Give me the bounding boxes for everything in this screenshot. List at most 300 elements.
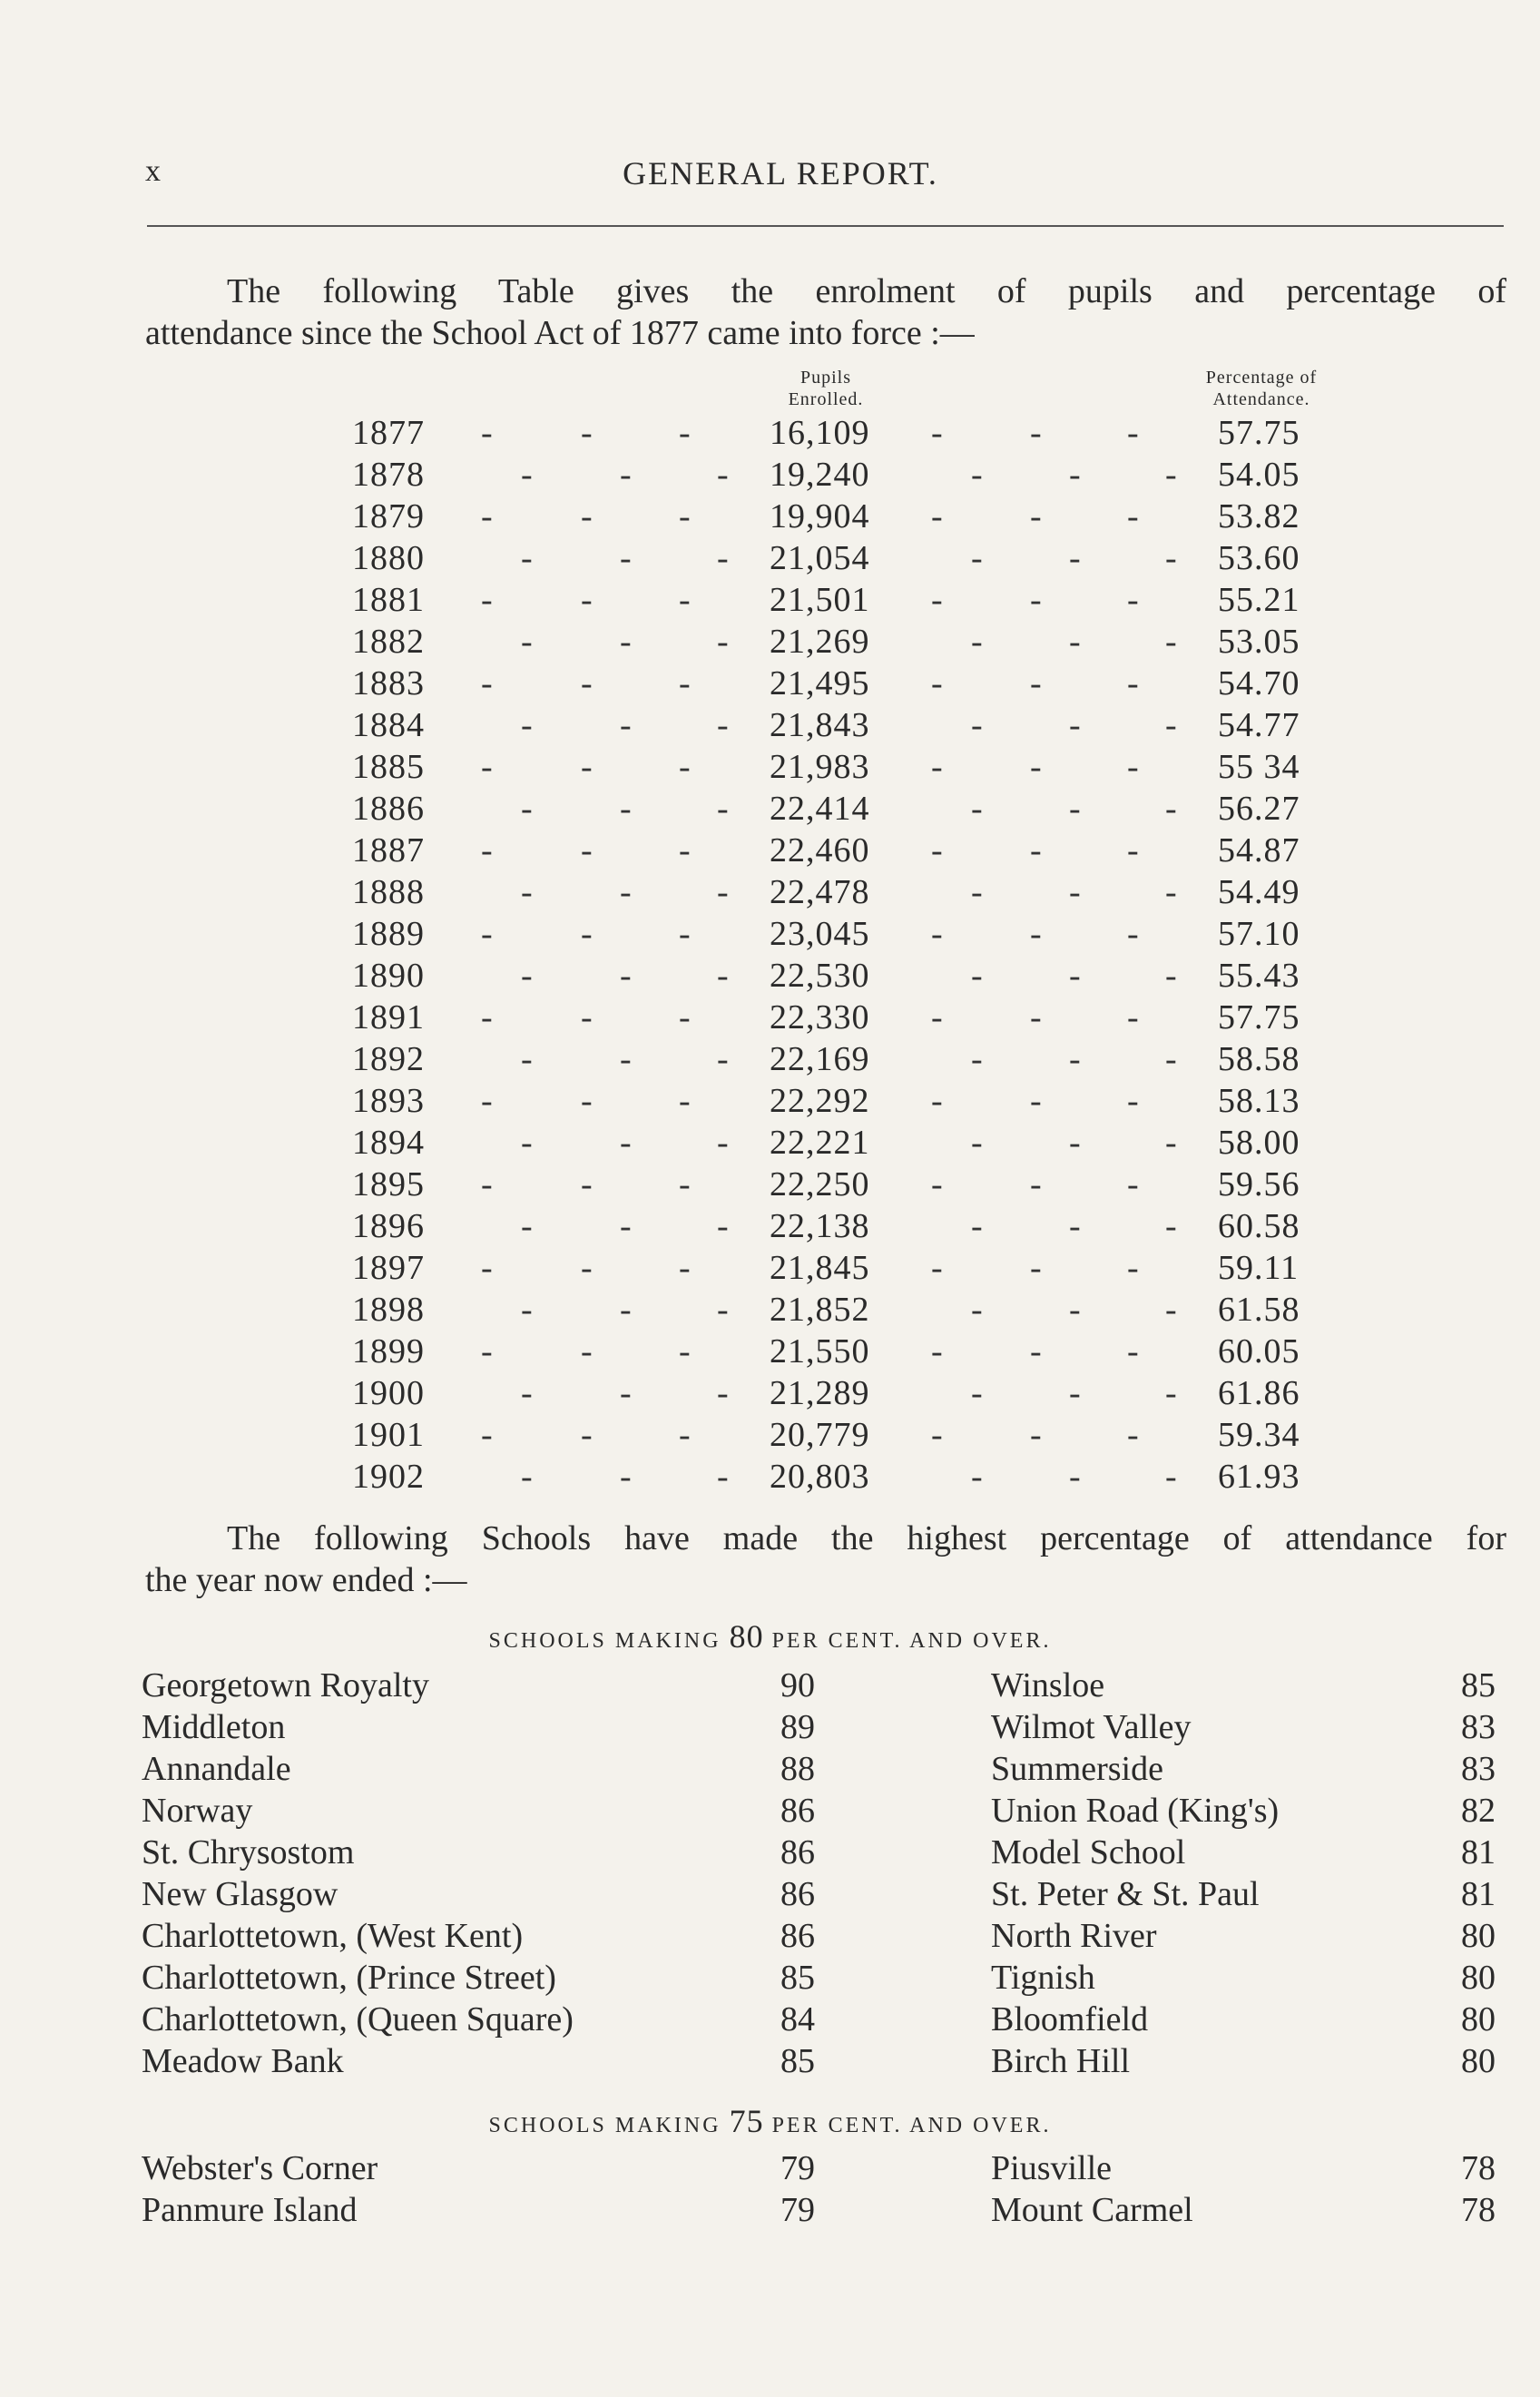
leader-dash: - (679, 414, 691, 452)
leader-dash: - (971, 1124, 983, 1162)
leader-dash: - (481, 831, 493, 869)
school-name: Charlottetown, (Queen Square) (142, 2000, 574, 2038)
leader-dash: - (931, 1416, 943, 1454)
leader-dash: - (521, 1207, 533, 1245)
intro-paragraph (145, 270, 1506, 354)
table-row (0, 871, 1540, 913)
school-name: Webster's Corner (142, 2149, 378, 2187)
percentage-cell: 58.58 (1218, 1040, 1300, 1078)
year-cell: 1879 (352, 497, 425, 535)
leader-dash: - (1069, 790, 1081, 828)
school-row (0, 1915, 1540, 1957)
school-percentage: 86 (780, 1833, 815, 1871)
leader-dash: - (931, 1082, 943, 1120)
leader-dash: - (581, 915, 593, 953)
school-name: St. Peter & St. Paul (991, 1875, 1260, 1913)
leader-dash: - (581, 1082, 593, 1120)
school-name: Winsloe (991, 1666, 1105, 1704)
year-cell: 1889 (352, 915, 425, 953)
leader-dash: - (679, 1249, 691, 1287)
leader-dash: - (481, 1249, 493, 1287)
school-name: Union Road (King's) (991, 1792, 1280, 1830)
leader-dash: - (971, 1040, 983, 1078)
column-header-percentage (1143, 367, 1379, 410)
table-row (0, 496, 1540, 537)
school-row (0, 2147, 1540, 2189)
school-name: Birch Hill (991, 2042, 1131, 2080)
percentage-cell: 61.93 (1218, 1458, 1300, 1496)
leader-dash: - (971, 873, 983, 911)
year-cell: 1897 (352, 1249, 425, 1287)
school-percentage: 90 (780, 1666, 815, 1704)
percentage-cell: 61.86 (1218, 1374, 1300, 1412)
leader-dash: - (1165, 790, 1177, 828)
percentage-cell: 59.56 (1218, 1165, 1300, 1203)
percentage-cell: 54.05 (1218, 456, 1300, 494)
enrolled-cell: 22,460 (770, 831, 870, 869)
percentage-cell: 53.05 (1218, 623, 1300, 661)
leader-dash: - (717, 1040, 729, 1078)
section-title-post: PER CENT. AND OVER. (771, 2114, 1052, 2137)
enrolled-cell: 22,250 (770, 1165, 870, 1203)
school-percentage: 80 (1461, 2042, 1496, 2080)
school-name: Norway (142, 1792, 253, 1830)
percentage-cell: 58.00 (1218, 1124, 1300, 1162)
leader-dash: - (1165, 539, 1177, 577)
leader-dash: - (521, 1458, 533, 1496)
year-cell: 1893 (352, 1082, 425, 1120)
school-percentage: 89 (780, 1708, 815, 1746)
leader-dash: - (931, 748, 943, 786)
leader-dash: - (620, 706, 632, 744)
percentage-cell: 60.05 (1218, 1332, 1300, 1370)
leader-dash: - (1127, 497, 1139, 535)
enrolled-cell: 22,478 (770, 873, 870, 911)
enrolled-cell: 21,845 (770, 1249, 870, 1287)
enrolled-cell: 22,221 (770, 1124, 870, 1162)
percentage-cell: 61.58 (1218, 1291, 1300, 1329)
leader-dash: - (1127, 915, 1139, 953)
percentage-cell: 57.75 (1218, 414, 1300, 452)
leader-dash: - (521, 1291, 533, 1329)
school-row (0, 1748, 1540, 1790)
percentage-cell: 54.70 (1218, 664, 1300, 702)
leader-dash: - (1127, 1082, 1139, 1120)
leader-dash: - (1165, 1124, 1177, 1162)
leader-dash: - (481, 1165, 493, 1203)
leader-dash: - (1127, 664, 1139, 702)
school-percentage: 86 (780, 1792, 815, 1830)
school-name: Panmure Island (142, 2191, 358, 2229)
leader-dash: - (1069, 957, 1081, 995)
leader-dash: - (1127, 748, 1139, 786)
leader-dash: - (717, 539, 729, 577)
table-row (0, 1414, 1540, 1456)
leader-dash: - (1127, 414, 1139, 452)
table-row (0, 955, 1540, 997)
percentage-cell: 59.34 (1218, 1416, 1300, 1454)
leader-dash: - (581, 1332, 593, 1370)
leader-dash: - (1069, 1458, 1081, 1496)
school-row (0, 1873, 1540, 1915)
section-title-number: 75 (729, 2103, 764, 2139)
leader-dash: - (581, 581, 593, 619)
school-percentage: 84 (780, 2000, 815, 2038)
leader-dash: - (620, 1124, 632, 1162)
attendance-table (0, 412, 1540, 1498)
school-name: Piusville (991, 2149, 1113, 2187)
leader-dash: - (971, 623, 983, 661)
percentage-cell: 57.10 (1218, 915, 1300, 953)
table-row (0, 830, 1540, 871)
year-cell: 1900 (352, 1374, 425, 1412)
leader-dash: - (1069, 1124, 1081, 1162)
leader-dash: - (481, 1416, 493, 1454)
leader-dash: - (971, 706, 983, 744)
leader-dash: - (1069, 1040, 1081, 1078)
year-cell: 1886 (352, 790, 425, 828)
school-name: North River (991, 1917, 1157, 1955)
school-percentage: 79 (780, 2191, 815, 2229)
leader-dash: - (1165, 1207, 1177, 1245)
school-percentage: 78 (1461, 2191, 1496, 2229)
section-title-pre: SCHOOLS MAKING (488, 2114, 721, 2137)
school-percentage: 83 (1461, 1750, 1496, 1788)
enrolled-cell: 22,138 (770, 1207, 870, 1245)
year-cell: 1891 (352, 998, 425, 1036)
leader-dash: - (1165, 873, 1177, 911)
leader-dash: - (581, 831, 593, 869)
section-title-number: 80 (729, 1618, 764, 1655)
year-cell: 1895 (352, 1165, 425, 1203)
leader-dash: - (481, 664, 493, 702)
enrolled-cell: 21,550 (770, 1332, 870, 1370)
year-cell: 1887 (352, 831, 425, 869)
school-percentage: 79 (780, 2149, 815, 2187)
school-percentage: 81 (1461, 1833, 1496, 1871)
year-cell: 1880 (352, 539, 425, 577)
schools-line-2: the year now ended :— (145, 1561, 467, 1599)
leader-dash: - (521, 456, 533, 494)
leader-dash: - (971, 539, 983, 577)
year-cell: 1888 (352, 873, 425, 911)
year-cell: 1892 (352, 1040, 425, 1078)
leader-dash: - (620, 1207, 632, 1245)
enrolled-cell: 19,240 (770, 456, 870, 494)
leader-dash: - (581, 1165, 593, 1203)
percentage-cell: 54.87 (1218, 831, 1300, 869)
leader-dash: - (1069, 873, 1081, 911)
percentage-cell: 57.75 (1218, 998, 1300, 1036)
leader-dash: - (931, 497, 943, 535)
leader-dash: - (581, 998, 593, 1036)
enrolled-cell: 22,530 (770, 957, 870, 995)
leader-dash: - (679, 998, 691, 1036)
leader-dash: - (620, 539, 632, 577)
leader-dash: - (620, 1458, 632, 1496)
enrolled-cell: 21,289 (770, 1374, 870, 1412)
leader-dash: - (1030, 1332, 1042, 1370)
intro-line-1: The following Table gives the enrolment of pupils and percentage of (227, 272, 1506, 310)
enrolled-cell: 20,779 (770, 1416, 870, 1454)
header-percentage-line-2: Attendance. (1212, 389, 1310, 409)
enrolled-cell: 21,843 (770, 706, 870, 744)
leader-dash: - (521, 1040, 533, 1078)
leader-dash: - (971, 1458, 983, 1496)
school-row (0, 1999, 1540, 2040)
enrolled-cell: 19,904 (770, 497, 870, 535)
leader-dash: - (620, 1291, 632, 1329)
school-row (0, 2189, 1540, 2231)
year-cell: 1890 (352, 957, 425, 995)
enrolled-cell: 16,109 (770, 414, 870, 452)
leader-dash: - (1030, 748, 1042, 786)
leader-dash: - (971, 790, 983, 828)
school-name: Model School (991, 1833, 1186, 1871)
leader-dash: - (521, 1374, 533, 1412)
page-number: x (145, 154, 162, 188)
table-row (0, 997, 1540, 1038)
leader-dash: - (1165, 1374, 1177, 1412)
leader-dash: - (717, 1458, 729, 1496)
school-row (0, 1957, 1540, 1999)
year-cell: 1885 (352, 748, 425, 786)
table-row (0, 621, 1540, 663)
leader-dash: - (1030, 581, 1042, 619)
leader-dash: - (717, 456, 729, 494)
leader-dash: - (1165, 706, 1177, 744)
school-percentage: 85 (780, 2042, 815, 2080)
column-header-enrolled (744, 367, 907, 410)
page-header (145, 154, 1506, 200)
table-row (0, 1289, 1540, 1331)
table-row (0, 537, 1540, 579)
school-percentage: 86 (780, 1875, 815, 1913)
leader-dash: - (679, 1082, 691, 1120)
leader-dash: - (481, 1082, 493, 1120)
school-percentage: 80 (1461, 1917, 1496, 1955)
leader-dash: - (620, 1374, 632, 1412)
leader-dash: - (581, 1416, 593, 1454)
school-percentage: 85 (780, 1959, 815, 1997)
table-row (0, 412, 1540, 454)
school-name: New Glasgow (142, 1875, 338, 1913)
year-cell: 1883 (352, 664, 425, 702)
school-row (0, 1832, 1540, 1873)
leader-dash: - (581, 748, 593, 786)
intro-line-2: attendance since the School Act of 1877 came into force :— (145, 314, 975, 352)
year-cell: 1899 (352, 1332, 425, 1370)
leader-dash: - (1127, 831, 1139, 869)
school-name: Annandale (142, 1750, 291, 1788)
leader-dash: - (521, 539, 533, 577)
percentage-cell: 60.58 (1218, 1207, 1300, 1245)
leader-dash: - (521, 873, 533, 911)
leader-dash: - (620, 456, 632, 494)
leader-dash: - (679, 581, 691, 619)
school-percentage: 81 (1461, 1875, 1496, 1913)
percentage-cell: 54.77 (1218, 706, 1300, 744)
school-percentage: 88 (780, 1750, 815, 1788)
leader-dash: - (1165, 1458, 1177, 1496)
leader-dash: - (1030, 664, 1042, 702)
schools-80-table (0, 1665, 1540, 2082)
leader-dash: - (620, 873, 632, 911)
leader-dash: - (481, 497, 493, 535)
school-name: Tignish (991, 1959, 1095, 1997)
leader-dash: - (679, 664, 691, 702)
percentage-cell: 56.27 (1218, 790, 1300, 828)
table-row (0, 1205, 1540, 1247)
header-enrolled-line-1: Pupils (799, 368, 852, 388)
year-cell: 1902 (352, 1458, 425, 1496)
leader-dash: - (1030, 414, 1042, 452)
percentage-cell: 55.21 (1218, 581, 1300, 619)
leader-dash: - (1069, 539, 1081, 577)
enrolled-cell: 22,330 (770, 998, 870, 1036)
section-title-post: PER CENT. AND OVER. (771, 1629, 1052, 1653)
table-row (0, 746, 1540, 788)
leader-dash: - (931, 1332, 943, 1370)
leader-dash: - (679, 1165, 691, 1203)
leader-dash: - (620, 623, 632, 661)
leader-dash: - (931, 915, 943, 953)
enrolled-cell: 21,495 (770, 664, 870, 702)
leader-dash: - (679, 748, 691, 786)
leader-dash: - (1165, 456, 1177, 494)
leader-dash: - (521, 957, 533, 995)
leader-dash: - (1030, 1416, 1042, 1454)
leader-dash: - (931, 1165, 943, 1203)
school-row (0, 1665, 1540, 1706)
header-enrolled-line-2: Enrolled. (788, 389, 864, 409)
enrolled-cell: 21,501 (770, 581, 870, 619)
table-row (0, 913, 1540, 955)
table-row (0, 704, 1540, 746)
school-name: Wilmot Valley (991, 1708, 1192, 1746)
leader-dash: - (679, 1332, 691, 1370)
section-title-75 (0, 2102, 1540, 2140)
year-cell: 1884 (352, 706, 425, 744)
leader-dash: - (521, 623, 533, 661)
table-row (0, 579, 1540, 621)
leader-dash: - (620, 1040, 632, 1078)
leader-dash: - (717, 790, 729, 828)
leader-dash: - (679, 1416, 691, 1454)
leader-dash: - (931, 831, 943, 869)
table-row (0, 1372, 1540, 1414)
table-row (0, 1331, 1540, 1372)
leader-dash: - (679, 497, 691, 535)
leader-dash: - (717, 623, 729, 661)
table-row (0, 1080, 1540, 1122)
year-cell: 1901 (352, 1416, 425, 1454)
year-cell: 1882 (352, 623, 425, 661)
table-row (0, 1164, 1540, 1205)
leader-dash: - (971, 1291, 983, 1329)
leader-dash: - (931, 414, 943, 452)
leader-dash: - (1127, 1332, 1139, 1370)
table-row (0, 663, 1540, 704)
school-percentage: 82 (1461, 1792, 1496, 1830)
header-rule (147, 225, 1504, 227)
enrolled-cell: 22,292 (770, 1082, 870, 1120)
leader-dash: - (481, 915, 493, 953)
leader-dash: - (717, 1124, 729, 1162)
leader-dash: - (1030, 1082, 1042, 1120)
leader-dash: - (1165, 957, 1177, 995)
enrolled-cell: 20,803 (770, 1458, 870, 1496)
header-percentage-line-1: Percentage of (1205, 368, 1318, 388)
leader-dash: - (717, 1374, 729, 1412)
leader-dash: - (1069, 1291, 1081, 1329)
leader-dash: - (481, 998, 493, 1036)
percentage-cell: 53.82 (1218, 497, 1300, 535)
leader-dash: - (717, 873, 729, 911)
percentage-cell: 53.60 (1218, 539, 1300, 577)
leader-dash: - (717, 957, 729, 995)
section-title-pre: SCHOOLS MAKING (488, 1629, 721, 1653)
leader-dash: - (581, 414, 593, 452)
table-row (0, 1456, 1540, 1498)
school-name: Middleton (142, 1708, 286, 1746)
leader-dash: - (481, 1332, 493, 1370)
leader-dash: - (481, 414, 493, 452)
leader-dash: - (971, 456, 983, 494)
school-name: Summerside (991, 1750, 1163, 1788)
leader-dash: - (581, 664, 593, 702)
leader-dash: - (1127, 1416, 1139, 1454)
leader-dash: - (679, 915, 691, 953)
table-row (0, 1122, 1540, 1164)
leader-dash: - (1069, 1207, 1081, 1245)
leader-dash: - (481, 748, 493, 786)
leader-dash: - (1030, 831, 1042, 869)
year-cell: 1898 (352, 1291, 425, 1329)
leader-dash: - (1127, 581, 1139, 619)
leader-dash: - (1069, 456, 1081, 494)
school-percentage: 83 (1461, 1708, 1496, 1746)
leader-dash: - (1069, 1374, 1081, 1412)
school-name: Mount Carmel (991, 2191, 1193, 2229)
school-name: Georgetown Royalty (142, 1666, 429, 1704)
leader-dash: - (1030, 1249, 1042, 1287)
leader-dash: - (679, 831, 691, 869)
year-cell: 1877 (352, 414, 425, 452)
percentage-cell: 55.43 (1218, 957, 1300, 995)
leader-dash: - (521, 706, 533, 744)
leader-dash: - (971, 1207, 983, 1245)
school-name: Charlottetown, (West Kent) (142, 1917, 524, 1955)
leader-dash: - (1165, 1040, 1177, 1078)
leader-dash: - (1127, 1249, 1139, 1287)
leader-dash: - (1030, 915, 1042, 953)
leader-dash: - (581, 497, 593, 535)
school-percentage: 86 (780, 1917, 815, 1955)
school-name: Bloomfield (991, 2000, 1149, 2038)
school-row (0, 1790, 1540, 1832)
leader-dash: - (931, 998, 943, 1036)
leader-dash: - (1069, 706, 1081, 744)
leader-dash: - (717, 706, 729, 744)
enrolled-cell: 21,852 (770, 1291, 870, 1329)
enrolled-cell: 21,054 (770, 539, 870, 577)
table-row (0, 1247, 1540, 1289)
leader-dash: - (620, 957, 632, 995)
leader-dash: - (931, 664, 943, 702)
school-row (0, 1706, 1540, 1748)
percentage-cell: 59.11 (1218, 1249, 1300, 1287)
